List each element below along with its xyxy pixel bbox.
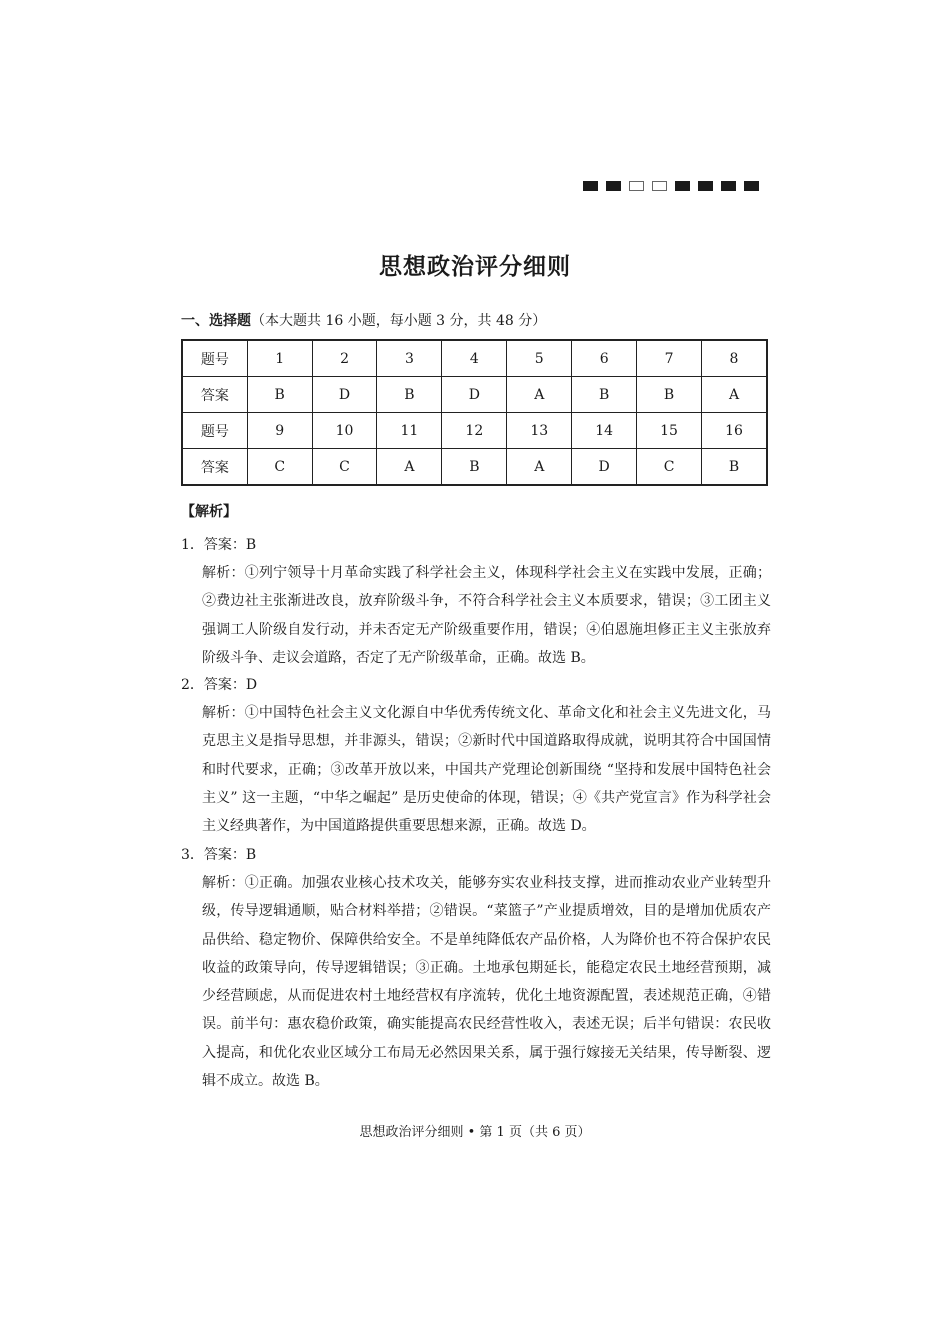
- table-cell: C: [637, 449, 702, 486]
- table-cell: 7: [637, 340, 702, 377]
- table-cell: 9: [247, 413, 312, 449]
- header-mark-filled: [675, 181, 690, 191]
- table-cell: 8: [702, 340, 767, 377]
- question-1: [181, 531, 771, 672]
- table-row: [182, 340, 767, 377]
- table-cell: A: [702, 377, 767, 413]
- table-cell: A: [377, 449, 442, 486]
- header-mark-hollow: [629, 181, 644, 191]
- table-cell: 10: [312, 413, 377, 449]
- header-marks: [583, 181, 759, 191]
- table-cell: 16: [702, 413, 767, 449]
- analysis-heading: 【解析】: [181, 504, 237, 520]
- answer-line: 1．答案：B: [181, 537, 257, 553]
- table-cell: D: [572, 449, 637, 486]
- explanation: 解析：①中国特色社会主义文化源自中华优秀传统文化、革命文化和社会主义先进文化，马克思主义是指导思想，并非源头，错误；②新时代中国道路取得成就，说明其符合中国国情和时代要求，正确；③改革开放以来，中国共产党理论创新围绕 “坚持和发展中国特色社会主义” 这一主题，“中华之崛起” 是历史使命的体现，错误；④《共产党宣言》作为科学社会主义经典著作，为中国道路提供重要思想来源，正确。故选 D。: [202, 705, 771, 835]
- table-cell: B: [442, 449, 507, 486]
- answer-line: 2．答案：D: [181, 677, 258, 693]
- answer-line: 3．答案：B: [181, 847, 257, 863]
- page-title: 思想政治评分细则: [379, 253, 571, 280]
- page-footer: 思想政治评分细则 • 第 1 页（共 6 页）: [359, 1125, 591, 1140]
- table-cell: 13: [507, 413, 572, 449]
- table-row: [182, 413, 767, 449]
- row-header-cell: 答案: [182, 377, 247, 413]
- table-cell: 14: [572, 413, 637, 449]
- table-cell: D: [312, 377, 377, 413]
- table-row: [182, 377, 767, 413]
- row-header-cell: 题号: [182, 413, 247, 449]
- table-cell: 5: [507, 340, 572, 377]
- question-3: [181, 841, 771, 1095]
- table-cell: A: [507, 377, 572, 413]
- table-cell: 2: [312, 340, 377, 377]
- table-cell: D: [442, 377, 507, 413]
- header-mark-filled: [606, 181, 621, 191]
- section-note: （本大题共 16 小题，每小题 3 分，共 48 分）: [251, 313, 547, 329]
- table-cell: B: [637, 377, 702, 413]
- table-cell: 11: [377, 413, 442, 449]
- header-mark-filled: [744, 181, 759, 191]
- header-mark-filled: [698, 181, 713, 191]
- table-cell: A: [507, 449, 572, 486]
- table-cell: B: [702, 449, 767, 486]
- explanation: 解析：①列宁领导十月革命实践了科学社会主义，体现科学社会主义在实践中发展，正确；②费边社主张渐进改良，放弃阶级斗争，不符合科学社会主义本质要求，错误；③工团主义强调工人阶级自发行动，并未否定无产阶级重要作用，错误；④伯恩施坦修正主义主张放弃阶级斗争、走议会道路，否定了无产阶级革命，正确。故选 B。: [202, 565, 771, 666]
- row-header-cell: 题号: [182, 340, 247, 377]
- section-label: 一、选择题: [181, 313, 251, 329]
- answer-table: [181, 339, 768, 486]
- table-cell: B: [572, 377, 637, 413]
- table-cell: 12: [442, 413, 507, 449]
- table-row: [182, 449, 767, 486]
- section-heading: [181, 310, 546, 330]
- header-mark-filled: [721, 181, 736, 191]
- table-cell: 6: [572, 340, 637, 377]
- table-cell: 15: [637, 413, 702, 449]
- table-cell: B: [377, 377, 442, 413]
- table-cell: B: [247, 377, 312, 413]
- header-mark-hollow: [652, 181, 667, 191]
- table-cell: 3: [377, 340, 442, 377]
- header-mark-filled: [583, 181, 598, 191]
- row-header-cell: 答案: [182, 449, 247, 486]
- table-cell: C: [312, 449, 377, 486]
- table-cell: 1: [247, 340, 312, 377]
- explanation: 解析：①正确。加强农业核心技术攻关，能够夯实农业科技支撑，进而推动农业产业转型升级，传导逻辑通顺，贴合材料举措；②错误。“菜篮子”产业提质增效，目的是增加优质农产品供给、稳定物价、保障供给安全。不是单纯降低农产品价格，人为降价也不符合保护农民收益的政策导向，传导逻辑错误；③正确。土地承包期延长，能稳定农民土地经营预期，减少经营顾虑，从而促进农村土地经营权有序流转，优化土地资源配置，表述规范正确，④错误。前半句：惠农稳价政策，确实能提高农民经营性收入，表述无误；后半句错误：农民收入提高，和优化农业区域分工布局无必然因果关系，属于强行嫁接无关结果，传导断裂、逻辑不成立。故选 B。: [202, 875, 771, 1090]
- table-cell: C: [247, 449, 312, 486]
- table-cell: 4: [442, 340, 507, 377]
- question-2: [181, 671, 771, 840]
